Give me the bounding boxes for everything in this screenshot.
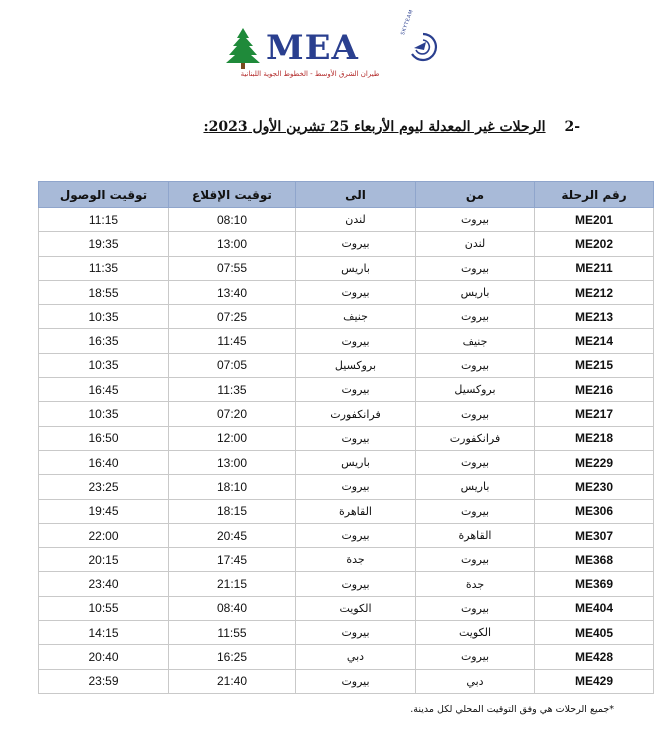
flight-number: ME428	[535, 645, 654, 669]
flight-number: ME369	[535, 572, 654, 596]
origin-city: بيروت	[416, 450, 535, 474]
brand-subtitle: طيران الشرق الأوسط - الخطوط الجوية اللبنانية	[240, 70, 380, 78]
flight-number: ME217	[535, 402, 654, 426]
arrival-time: 16:50	[39, 426, 169, 450]
table-row	[39, 548, 654, 572]
flight-number: ME229	[535, 450, 654, 474]
destination-city: بيروت	[296, 523, 416, 547]
cedar-tree-icon	[222, 26, 264, 70]
departure-time: 07:25	[169, 305, 296, 329]
origin-city: بيروت	[416, 353, 535, 377]
departure-time: 17:45	[169, 548, 296, 572]
section-heading	[203, 119, 580, 135]
destination-city: بيروت	[296, 232, 416, 256]
departure-time: 16:25	[169, 645, 296, 669]
origin-city: باريس	[416, 475, 535, 499]
arrival-time: 23:25	[39, 475, 169, 499]
destination-city: القاهرة	[296, 499, 416, 523]
flight-number: ME201	[535, 208, 654, 232]
departure-time: 18:10	[169, 475, 296, 499]
table-row	[39, 596, 654, 620]
destination-city: بروكسيل	[296, 353, 416, 377]
arrival-time: 11:35	[39, 256, 169, 280]
table-row	[39, 232, 654, 256]
table-row	[39, 329, 654, 353]
departure-time: 18:15	[169, 499, 296, 523]
origin-city: بيروت	[416, 208, 535, 232]
arrival-time: 19:35	[39, 232, 169, 256]
flight-number: ME202	[535, 232, 654, 256]
flights-table	[38, 181, 654, 694]
table-row	[39, 572, 654, 596]
header-row	[39, 182, 654, 208]
mea-logo	[222, 8, 442, 84]
arrival-time: 14:15	[39, 621, 169, 645]
table-row	[39, 475, 654, 499]
destination-city: بيروت	[296, 572, 416, 596]
table-row	[39, 305, 654, 329]
flight-number: ME307	[535, 523, 654, 547]
table-row	[39, 523, 654, 547]
departure-time: 13:40	[169, 280, 296, 304]
flight-number: ME429	[535, 669, 654, 693]
destination-city: دبي	[296, 645, 416, 669]
brand-wordmark: MEA	[266, 28, 359, 68]
flight-number: ME216	[535, 378, 654, 402]
table-body	[39, 208, 654, 694]
table-row	[39, 280, 654, 304]
departure-time: 07:55	[169, 256, 296, 280]
section-title: الرحلات غير المعدلة ليوم الأربعاء 25 تشرين الأول 2023:	[203, 119, 546, 135]
arrival-time: 16:40	[39, 450, 169, 474]
origin-city: بيروت	[416, 548, 535, 572]
flight-number: ME306	[535, 499, 654, 523]
origin-city: بيروت	[416, 402, 535, 426]
footnote: *جميع الرحلات هي وفق التوقيت المحلي لكل مدينة.	[410, 704, 614, 715]
departure-time: 12:00	[169, 426, 296, 450]
destination-city: بيروت	[296, 426, 416, 450]
table-row	[39, 621, 654, 645]
destination-city: بيروت	[296, 329, 416, 353]
origin-city: بروكسيل	[416, 378, 535, 402]
arrival-time: 20:15	[39, 548, 169, 572]
table-row	[39, 378, 654, 402]
table-row	[39, 402, 654, 426]
departure-time: 07:20	[169, 402, 296, 426]
departure-time: 08:40	[169, 596, 296, 620]
table-row	[39, 450, 654, 474]
origin-city: بيروت	[416, 305, 535, 329]
flight-number: ME212	[535, 280, 654, 304]
departure-time: 21:40	[169, 669, 296, 693]
destination-city: بيروت	[296, 280, 416, 304]
origin-city: بيروت	[416, 499, 535, 523]
destination-city: باريس	[296, 450, 416, 474]
skyteam-label: SKYTEAM	[400, 8, 415, 37]
departure-time: 13:00	[169, 450, 296, 474]
departure-time: 11:45	[169, 329, 296, 353]
arrival-time: 23:59	[39, 669, 169, 693]
destination-city: جنيف	[296, 305, 416, 329]
flight-number: ME211	[535, 256, 654, 280]
arrival-time: 20:40	[39, 645, 169, 669]
origin-city: دبي	[416, 669, 535, 693]
arrival-time: 10:35	[39, 353, 169, 377]
arrival-time: 10:55	[39, 596, 169, 620]
arrival-time: 11:15	[39, 208, 169, 232]
destination-city: بيروت	[296, 475, 416, 499]
arrival-time: 18:55	[39, 280, 169, 304]
flight-number: ME218	[535, 426, 654, 450]
section-number: -2	[564, 119, 580, 135]
arrival-time: 23:40	[39, 572, 169, 596]
table-row	[39, 208, 654, 232]
origin-city: باريس	[416, 280, 535, 304]
flight-number: ME405	[535, 621, 654, 645]
destination-city: فرانكفورت	[296, 402, 416, 426]
flight-number: ME214	[535, 329, 654, 353]
destination-city: الكويت	[296, 596, 416, 620]
table-row	[39, 669, 654, 693]
flight-number: ME404	[535, 596, 654, 620]
destination-city: بيروت	[296, 621, 416, 645]
header-to: الى	[296, 182, 416, 208]
header-departure: توقيت الإقلاع	[169, 182, 296, 208]
arrival-time: 22:00	[39, 523, 169, 547]
departure-time: 13:00	[169, 232, 296, 256]
departure-time: 07:05	[169, 353, 296, 377]
destination-city: بيروت	[296, 378, 416, 402]
departure-time: 20:45	[169, 523, 296, 547]
table-row	[39, 256, 654, 280]
departure-time: 08:10	[169, 208, 296, 232]
table-row	[39, 645, 654, 669]
arrival-time: 10:35	[39, 402, 169, 426]
origin-city: جنيف	[416, 329, 535, 353]
destination-city: باريس	[296, 256, 416, 280]
arrival-time: 16:45	[39, 378, 169, 402]
table-header	[39, 182, 654, 208]
table-row	[39, 426, 654, 450]
header-from: من	[416, 182, 535, 208]
origin-city: بيروت	[416, 645, 535, 669]
departure-time: 11:35	[169, 378, 296, 402]
header-flight: رقم الرحلة	[535, 182, 654, 208]
arrival-time: 19:45	[39, 499, 169, 523]
flight-number: ME230	[535, 475, 654, 499]
arrival-time: 16:35	[39, 329, 169, 353]
table-row	[39, 499, 654, 523]
destination-city: جدة	[296, 548, 416, 572]
origin-city: الكويت	[416, 621, 535, 645]
origin-city: فرانكفورت	[416, 426, 535, 450]
destination-city: لندن	[296, 208, 416, 232]
destination-city: بيروت	[296, 669, 416, 693]
flight-number: ME215	[535, 353, 654, 377]
departure-time: 11:55	[169, 621, 296, 645]
flight-number: ME368	[535, 548, 654, 572]
origin-city: القاهرة	[416, 523, 535, 547]
departure-time: 21:15	[169, 572, 296, 596]
flight-number: ME213	[535, 305, 654, 329]
header-arrival: توقيت الوصول	[39, 182, 169, 208]
origin-city: بيروت	[416, 596, 535, 620]
origin-city: لندن	[416, 232, 535, 256]
origin-city: جدة	[416, 572, 535, 596]
origin-city: بيروت	[416, 256, 535, 280]
skyteam-icon	[404, 28, 442, 66]
arrival-time: 10:35	[39, 305, 169, 329]
table-row	[39, 353, 654, 377]
